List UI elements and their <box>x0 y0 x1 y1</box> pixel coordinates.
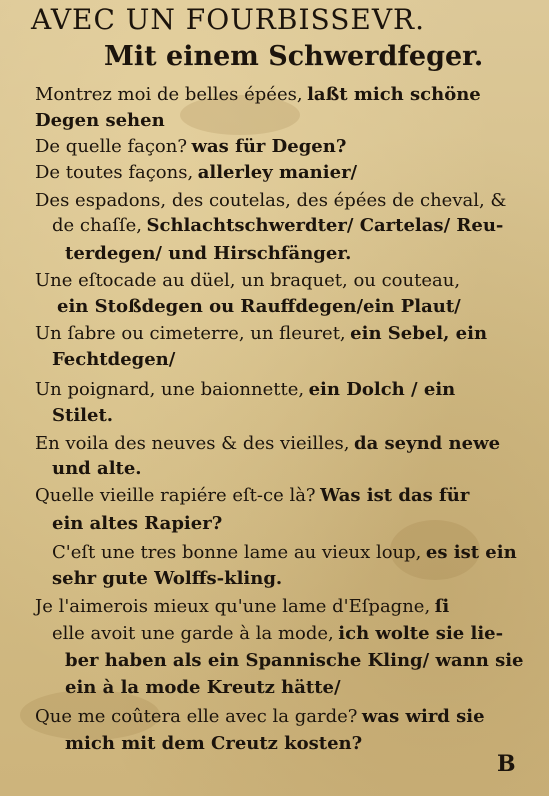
text-line <box>52 458 142 479</box>
text-line <box>65 650 524 671</box>
text-line <box>65 243 351 264</box>
french-text: Un poignard, une baionnette, <box>35 379 305 400</box>
text-line <box>52 568 282 589</box>
text-line <box>35 84 481 105</box>
signature-mark: B <box>497 751 516 777</box>
french-text: C'eſt une tres bonne lame au vieux loup, <box>52 542 422 563</box>
heading-french: AVEC UN FOURBISSEVR. <box>31 3 426 36</box>
german-text: ein Sebel, ein <box>350 323 488 344</box>
text-line <box>35 379 455 400</box>
text-line <box>52 215 503 236</box>
text-line <box>35 162 357 183</box>
text-line <box>35 323 487 344</box>
french-text: De quelle façon? <box>35 136 188 157</box>
text-line <box>52 542 517 563</box>
german-text: sehr gute Wolffs-kling. <box>52 568 283 589</box>
german-text: was wird sie <box>361 706 485 727</box>
french-text: Quelle vieille rapiére eſt-ce là? <box>35 485 316 506</box>
german-text: Stilet. <box>52 405 114 426</box>
text-line <box>65 733 362 754</box>
german-text: ein Stoßdegen ou Rauffdegen/ein Plaut/ <box>57 296 461 317</box>
german-text: ich wolte sie lie- <box>338 623 504 644</box>
french-text: Montrez moi de belles épées, <box>35 84 303 105</box>
french-text: Un ſabre ou cimeterre, un fleuret, <box>35 323 346 344</box>
text-line <box>35 485 469 506</box>
text-line <box>35 270 460 291</box>
german-text: Degen sehen <box>35 110 165 131</box>
text-line <box>52 349 175 370</box>
german-text: was für Degen? <box>191 136 347 157</box>
french-text: Une eſtocade au düel, un braquet, ou couteau, <box>35 270 461 291</box>
german-text: allerley manier/ <box>197 162 358 183</box>
french-text: Des espadons, des coutelas, des épées de cheval, & <box>35 190 507 211</box>
text-line <box>35 706 485 727</box>
text-line <box>57 296 461 317</box>
german-text: ein Dolch / ein <box>308 379 456 400</box>
german-text: terdegen/ und Hirschfänger. <box>65 243 352 264</box>
french-text: De toutes façons, <box>35 162 194 183</box>
text-line <box>52 405 113 426</box>
german-text: und alte. <box>52 458 142 479</box>
text-line <box>35 190 506 211</box>
heading-german: Mit einem Schwerdfeger. <box>104 41 484 72</box>
german-text: Was ist das für <box>320 485 470 506</box>
text-line <box>52 623 503 644</box>
french-text: elle avoit une garde à la mode, <box>52 623 334 644</box>
german-text: laßt mich schöne <box>307 84 481 105</box>
text-line <box>35 433 500 454</box>
french-text: de chaſſe, <box>52 215 142 236</box>
german-text: ſi <box>434 596 450 617</box>
german-text: mich mit dem Creutz kosten? <box>65 733 363 754</box>
german-text: ber haben als ein Spannische Kling/ wann sie <box>65 650 524 671</box>
french-text: En voila des neuves & des vieilles, <box>35 433 350 454</box>
german-text: ein altes Rapier? <box>52 513 223 534</box>
german-text: Fechtdegen/ <box>52 349 176 370</box>
french-text: Que me coûtera elle avec la garde? <box>35 706 358 727</box>
french-text: Je l'aimerois mieux qu'une lame d'Eſpagne, <box>35 596 431 617</box>
text-line <box>65 677 341 698</box>
german-text: Schlachtschwerdter/ Cartelas/ Reu- <box>146 215 504 236</box>
german-text: es ist ein <box>425 542 517 563</box>
text-line <box>52 513 222 534</box>
german-text: da seynd newe <box>354 433 501 454</box>
text-line <box>35 136 346 157</box>
text-line <box>35 596 449 617</box>
text-line <box>35 110 165 131</box>
german-text: ein à la mode Kreutz hätte/ <box>65 677 341 698</box>
